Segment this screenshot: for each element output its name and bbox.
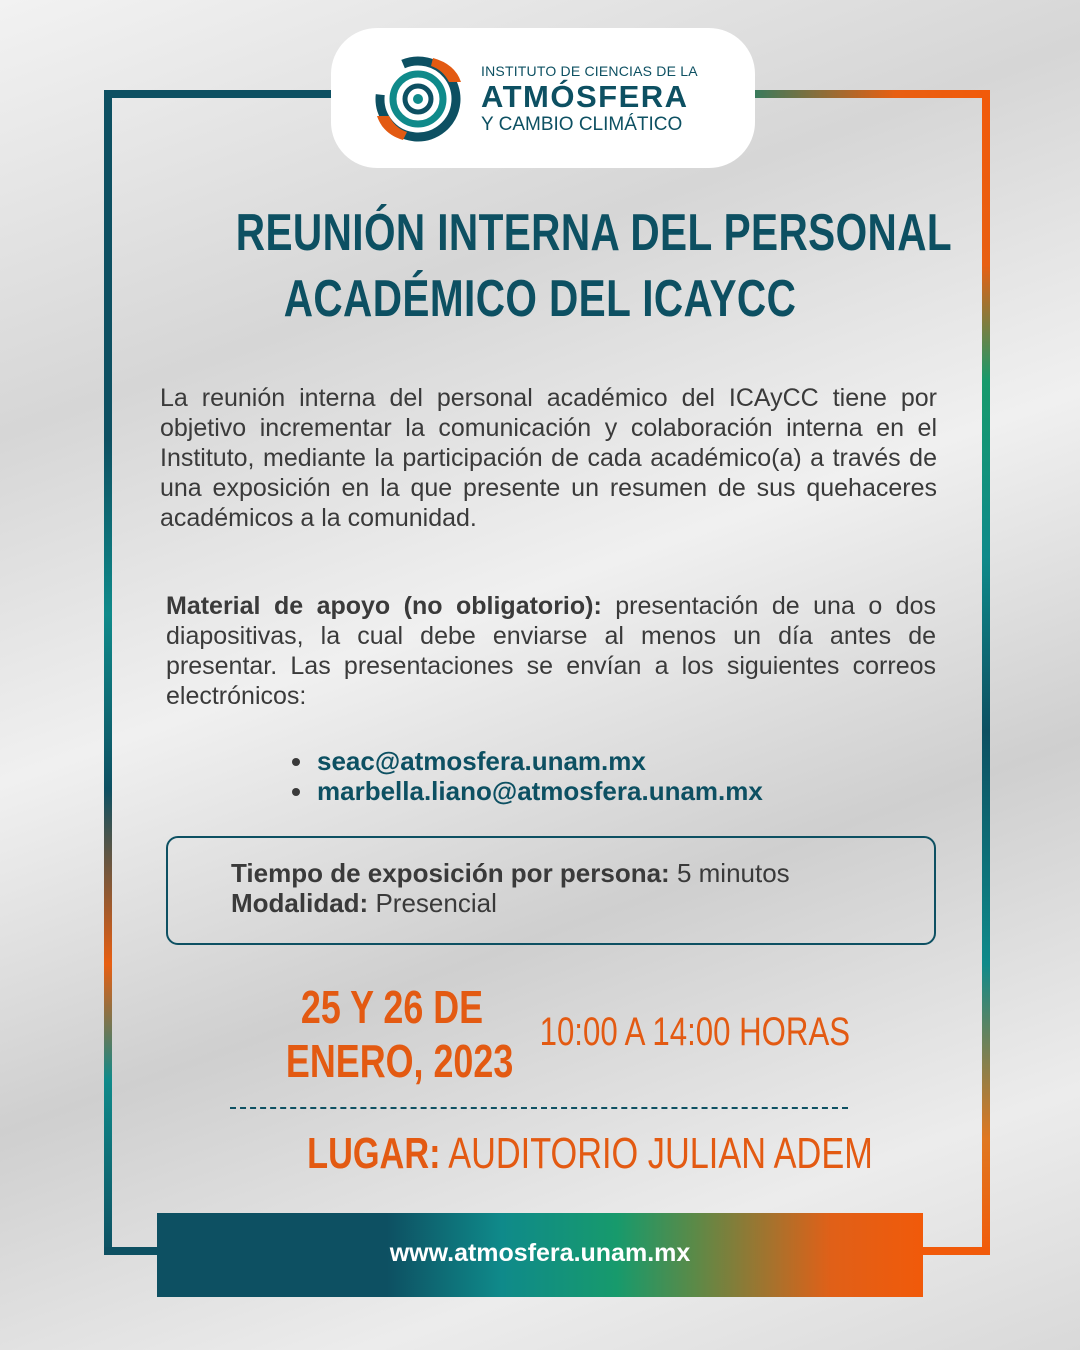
event-date-line-2: ENERO, 2023 — [285, 1035, 514, 1087]
material-label: Material de apoyo (no obligatorio): — [166, 592, 602, 620]
title-line-1: REUNIÓN INTERNA DEL PERSONAL — [235, 204, 953, 262]
email-item[interactable] — [290, 746, 763, 776]
frame-bottom-right — [918, 1247, 990, 1255]
institute-logo-icon — [371, 52, 465, 146]
exposure-time-line — [231, 858, 790, 888]
frame-right — [982, 90, 990, 1255]
frame-left — [104, 90, 112, 1255]
modality-line — [231, 888, 497, 918]
email-item[interactable] — [290, 776, 763, 806]
place-label: LUGAR: — [307, 1129, 441, 1178]
title-line-2: ACADÉMICO DEL ICAYCC — [283, 270, 797, 328]
dashed-divider — [230, 1107, 848, 1109]
email-text: seac@atmosfera.unam.mx — [317, 746, 646, 776]
logo-line-atmosfera: ATMÓSFERA — [481, 79, 689, 114]
info-box — [166, 836, 936, 945]
material-text: presentación de una o dos diapositivas, la cual debe enviarse al menos un día antes de presentar. Las presentaciones se envían a los siguientes correos electrónicos: — [166, 592, 936, 710]
exposure-time-value: 5 minutos — [676, 858, 790, 888]
event-date — [285, 980, 514, 1088]
modality-label: Modalidad: — [231, 888, 369, 918]
page-title — [235, 200, 953, 332]
description-paragraph: La reunión interna del personal académico del ICAyCC tiene por objetivo incrementar la comunicación y colaboración interna en el Instituto, mediante la participación de cada académico(a) a través de una exposición en la que presente un resumen de sus quehaceres académicos a la comunidad. — [160, 384, 937, 532]
logo-card — [331, 28, 755, 168]
email-list — [290, 746, 763, 806]
frame-bottom-left — [104, 1247, 164, 1255]
email-text: marbella.liano@atmosfera.unam.mx — [317, 776, 763, 806]
website-link[interactable]: www.atmosfera.unam.mx — [389, 1239, 691, 1267]
event-hours: 10:00 A 14:00 HORAS — [539, 1010, 851, 1054]
bullet-icon — [292, 758, 300, 766]
logo-text — [481, 62, 698, 136]
frame-top-right — [755, 90, 990, 98]
event-place — [307, 1128, 873, 1180]
logo-line-institute: INSTITUTO DE CIENCIAS DE LA — [481, 63, 698, 79]
bullet-icon — [292, 788, 300, 796]
frame-top-left — [104, 90, 334, 98]
exposure-time-label: Tiempo de exposición por persona: — [231, 858, 670, 888]
material-paragraph — [166, 591, 936, 711]
modality-value: Presencial — [375, 888, 497, 918]
logo-line-cambio: Y CAMBIO CLIMÁTICO — [481, 114, 683, 135]
footer-bar — [157, 1213, 923, 1297]
place-value: AUDITORIO JULIAN ADEM — [448, 1129, 873, 1178]
event-date-line-1: 25 Y 26 DE — [300, 981, 484, 1033]
